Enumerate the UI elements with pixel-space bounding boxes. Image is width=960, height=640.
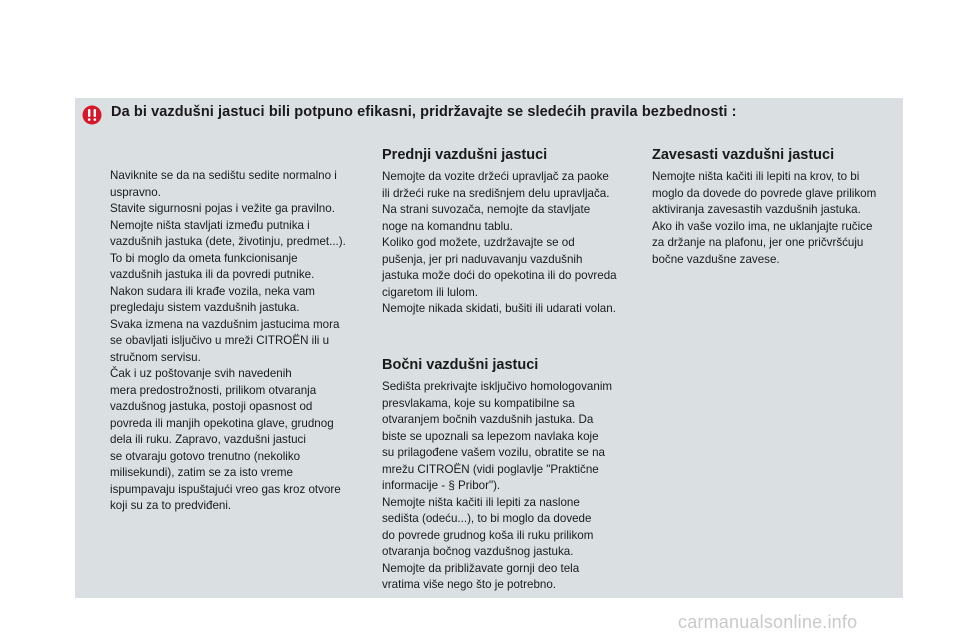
text-line: sedišta (odeću...), to bi moglo da dovede — [382, 512, 592, 525]
text-line: milisekundi), zatim se za isto vreme — [110, 466, 293, 479]
text-line: dela ili ruku. Zapravo, vazdušni jastuci — [110, 433, 306, 446]
text-line: Čak i uz poštovanje svih navedenih — [110, 367, 292, 380]
text-line: Nemojte ništa kačiti ili lepiti za naslone — [382, 495, 580, 509]
text-line: pregledaju sistem vazdušnih jastuka. — [110, 301, 300, 314]
text-line: vazdušnih jastuka ili da povredi putnike. — [110, 268, 315, 281]
warning-icon — [82, 105, 102, 125]
text-line: ili držeći ruke na središnjem delu upravljača. — [382, 186, 610, 200]
text-line: Nemojte da približavate gornji deo tela — [382, 561, 580, 575]
text-line: vazdušnog jastuka, postoji opasnost od — [110, 400, 313, 413]
text-line: se obavljati isljučivo u mreži CITROËN ili u — [110, 334, 330, 347]
text-line: vratima više nego što je potrebno. — [382, 578, 557, 591]
text-line: ispumpavaju ispuštajući vreo gas kroz otvore — [110, 482, 341, 496]
text-line: To bi moglo da ometa funkcionisanje — [110, 251, 298, 265]
text-line: za držanje na plafonu, jer one pričvršćuju — [652, 236, 864, 249]
front-and-side-column — [382, 146, 644, 591]
text-line: jastuka može doći do opekotina ili do povreda — [382, 269, 617, 282]
text-line: se otvaraju gotovo trenutno (nekoliko — [110, 449, 301, 463]
text-line: cigaretom ili lulom. — [382, 285, 478, 299]
text-line: Nakon sudara ili krađe vozila, neka vam — [110, 284, 315, 298]
curtain-airbags-column — [652, 146, 902, 268]
text-line: Naviknite se da na sedištu sedite normalno i — [110, 169, 337, 182]
text-line: Sedišta prekrivajte isključivo homologovanim — [382, 380, 613, 393]
text-line: Nemojte ništa stavljati između putnika i — [110, 218, 310, 232]
text-line: informacije - § Pribor"). — [382, 479, 501, 492]
text-line: povreda ili manjih opekotina glave, grudnog — [110, 416, 334, 430]
text-line: bočne vazdušne zavese. — [652, 252, 780, 266]
text-line: Stavite sigurnosni pojas i vežite ga pravilno. — [110, 202, 335, 215]
watermark: carmanualsonline.info — [678, 612, 858, 632]
text-line: do povrede grudnog koša ili ruku prilikom — [382, 528, 594, 542]
text-line: su prilagođene vašem vozilu, obratite se na — [382, 446, 605, 459]
text-line: mrežu CITROËN (vidi poglavlje "Praktične — [382, 462, 599, 476]
text-line: otvaranjem bočnih vazdušnih jastuka. Da — [382, 413, 594, 426]
text-line: noge na komandnu tablu. — [382, 219, 513, 233]
text-line: Na strani suvozača, nemojte da stavljate — [382, 203, 591, 216]
text-line: Nemojte ništa kačiti ili lepiti na krov, to bi — [652, 170, 860, 183]
text-line: aktiviranja zavesastih vazdušnih jastuka. — [652, 203, 861, 216]
curtain-airbags-title: Zavesasti vazdušni jastuci — [652, 147, 835, 163]
text-line: Nemojte da vozite držeći upravljač za paoke — [382, 170, 609, 183]
text-line: biste se upoznali sa lepezom navlaka koje — [382, 429, 599, 443]
front-airbags-section — [382, 146, 644, 318]
text-line: presvlakama, koje su kompatibilne sa — [382, 396, 575, 410]
text-line: pušenja, jer pri naduvavanju vazdušnih — [382, 252, 583, 266]
text-line: uspravno. — [110, 185, 161, 199]
text-line: otvaranja bočnog vazdušnog jastuka. — [382, 545, 574, 558]
side-airbags-section — [382, 356, 644, 594]
text-line: Ako ih vaše vozilo ima, ne uklanjajte ručice — [652, 219, 873, 233]
text-line: mera predostrožnosti, prilikom otvaranja — [110, 383, 317, 397]
text-line: vazdušnih jastuka (dete, životinju, predmet...). — [110, 235, 346, 248]
text-line: Nemojte nikada skidati, bušiti ili udarati volan. — [382, 302, 616, 315]
text-line: stručnom servisu. — [110, 350, 201, 364]
text-line: moglo da dovede do povrede glave prilikom — [652, 186, 877, 200]
front-airbags-text — [382, 169, 644, 318]
side-airbags-text — [382, 379, 644, 594]
front-airbags-title: Prednji vazdušni jastuci — [382, 147, 548, 163]
side-airbags-title: Bočni vazdušni jastuci — [382, 357, 539, 373]
general-rules-text — [110, 168, 370, 515]
general-rules-column — [110, 168, 370, 515]
curtain-airbags-text — [652, 169, 902, 268]
text-line: Svaka izmena na vazdušnim jastucima mora — [110, 317, 340, 331]
safety-heading: Da bi vazdušni jastuci bili potpuno efikasni, pridržavajte se sledećih pravila bezbednosti : — [111, 104, 737, 120]
text-line: Koliko god možete, uzdržavajte se od — [382, 236, 575, 249]
text-line: koji su za to predviđeni. — [110, 499, 232, 512]
